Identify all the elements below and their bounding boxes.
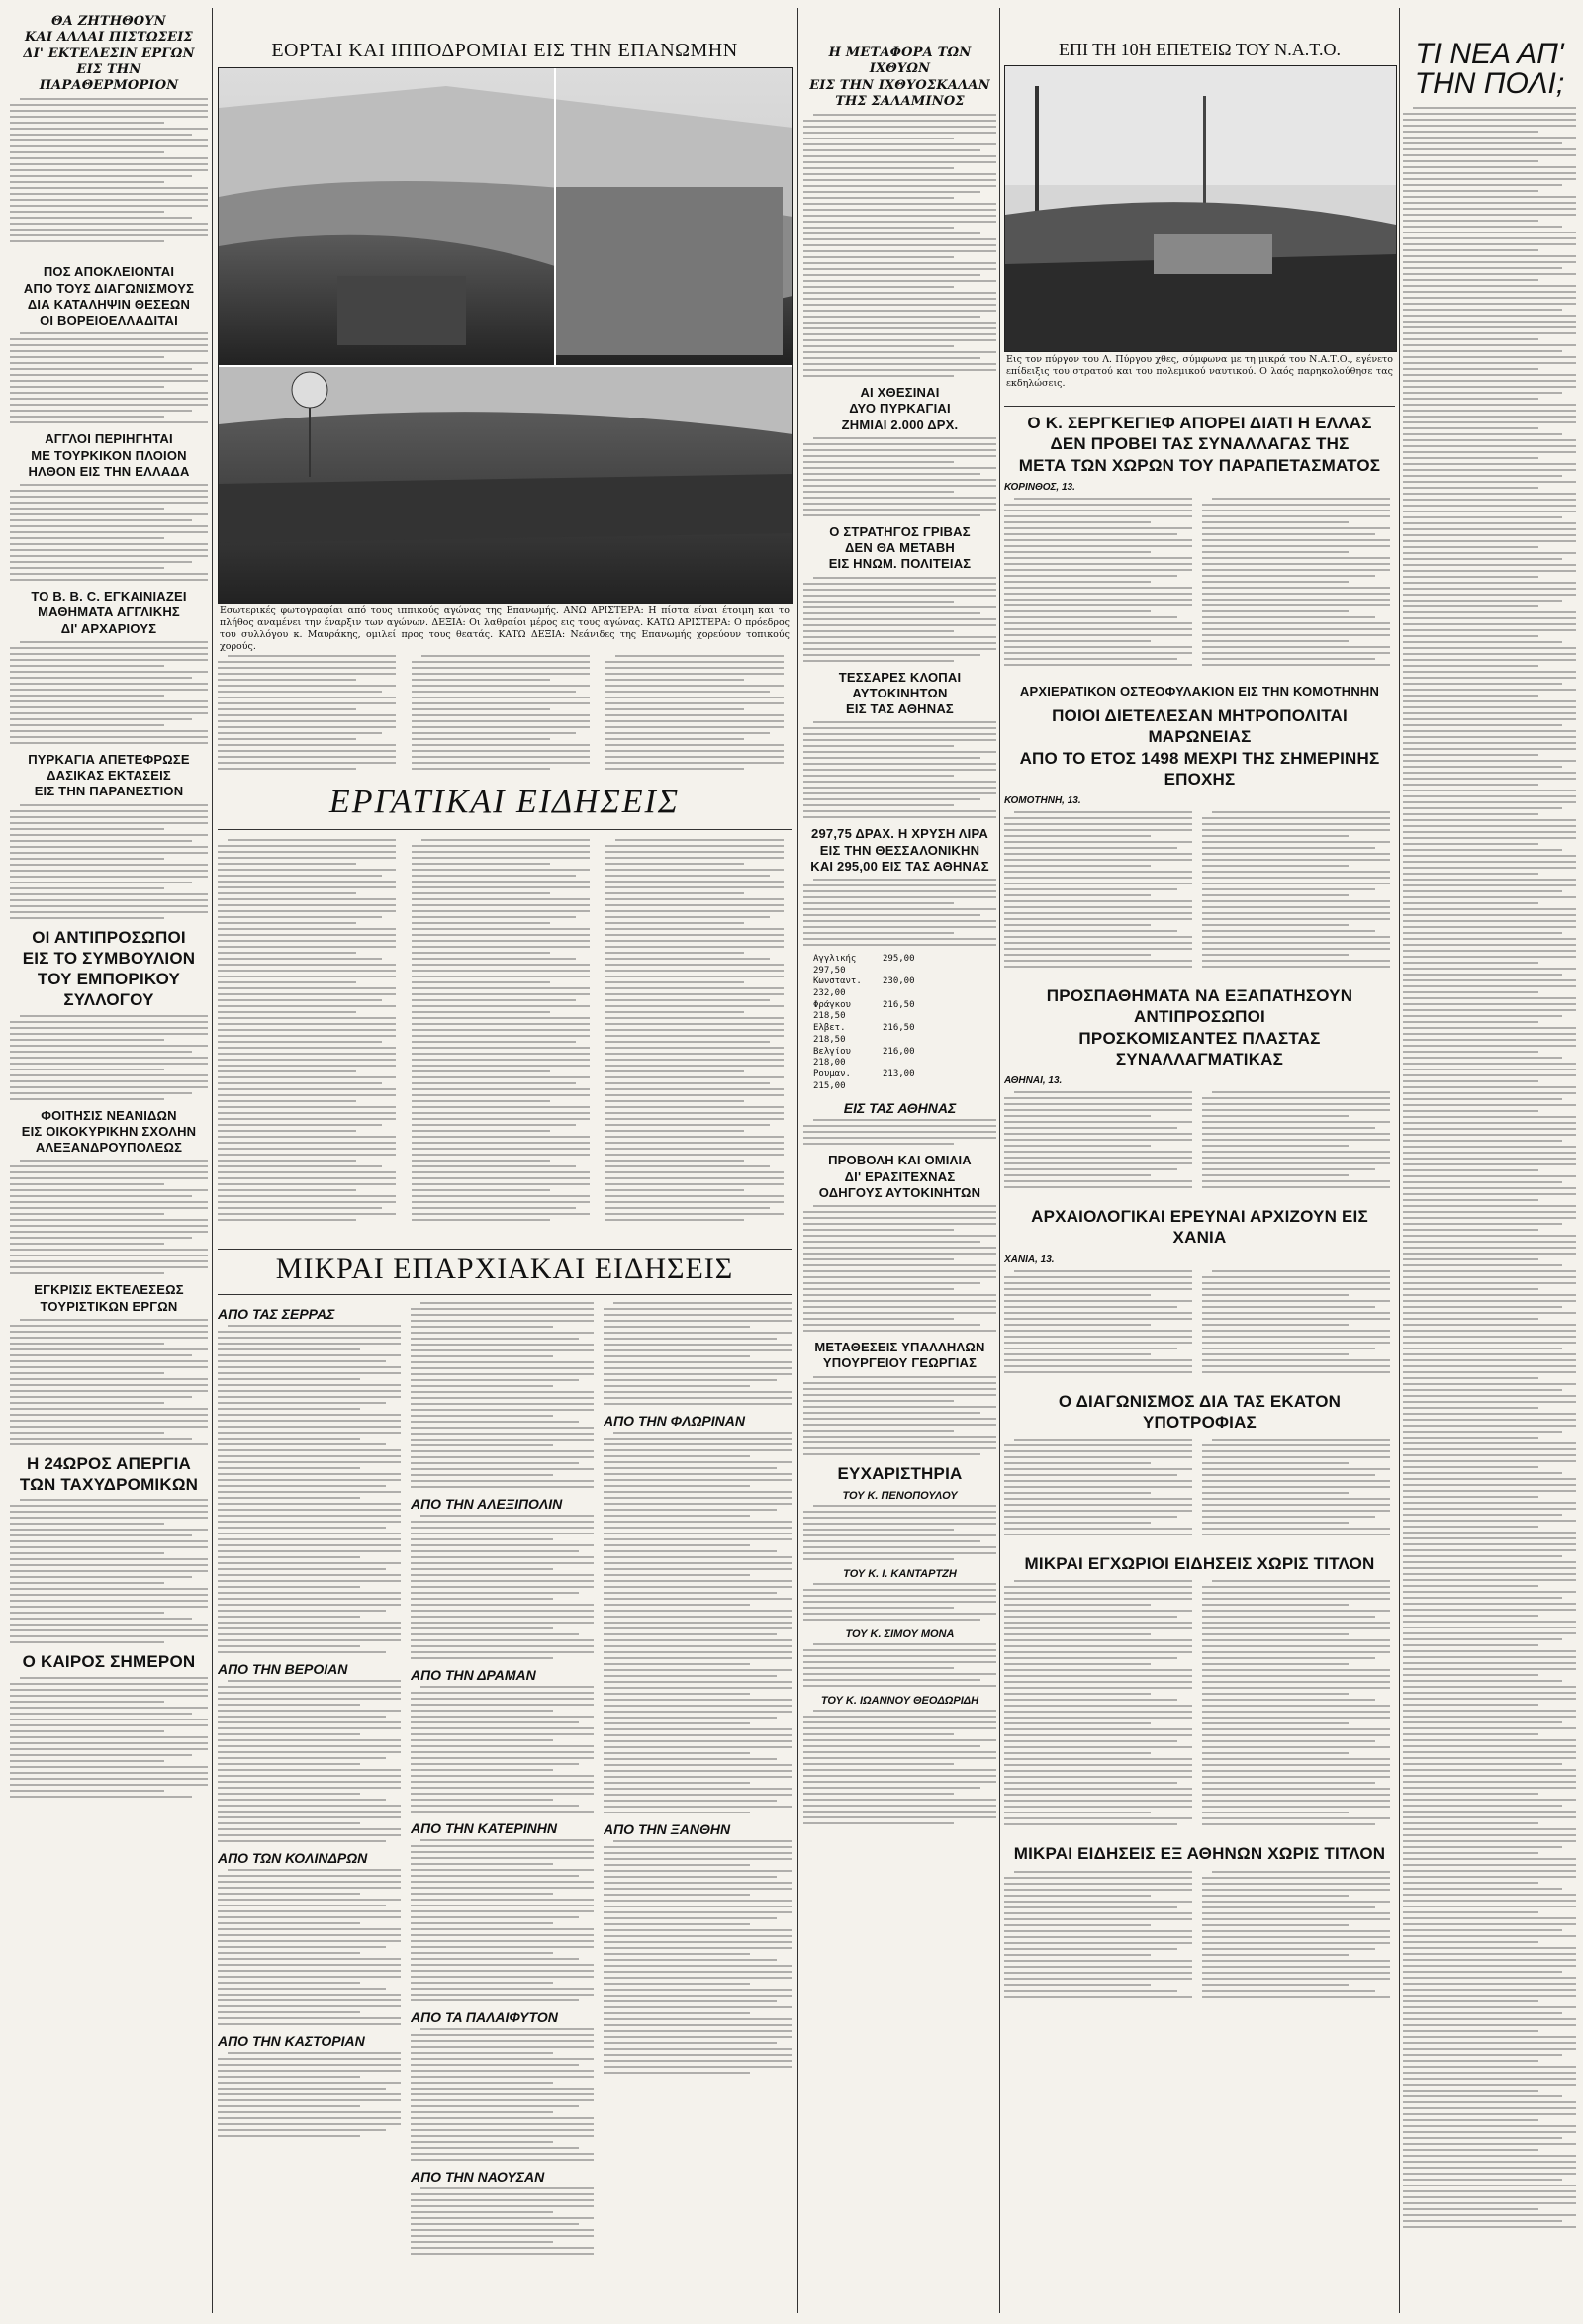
thanks-3: ΤΟΥ Κ. ΣΙΜΟΥ ΜΟΝΑ <box>845 1627 955 1640</box>
headline-egchorioi: ΜΙΚΡΑΙ ΕΓΧΩΡΙΟΙ ΕΙΔΗΣΕΙΣ ΧΩΡΙΣ ΤΙΤΛΟΝ <box>1024 1554 1375 1573</box>
price-row: Ρουμαν. 213,00215,00 <box>813 1069 915 1091</box>
headline-foitisis: ΦΟΙΤΗΣΙΣ ΝΕΑΝΙΔΩΝ ΕΙΣ ΟΙΚΟΚΥΡΙΚΗΝ ΣΧΟΛΗΝ ΑΛΕΞΑΝΔΡΟΥΠΟΛΕΩΣ <box>21 1107 197 1155</box>
headline-tourismos: ΕΓΚΡΙΣΙΣ ΕΚΤΕΛΕΣΕΩΣ ΤΟΥΡΙΣΤΙΚΩΝ ΕΡΓΩΝ <box>34 1282 184 1314</box>
workers-news-columns <box>218 837 792 1243</box>
section-katerini: ΑΠΟ ΤΗΝ ΚΑΤΕΡΙΝΗΝ <box>411 1820 557 1836</box>
headline-kairos: Ο ΚΑΙΡΟΣ ΣΗΜΕΡΟΝ <box>22 1652 196 1672</box>
feature-article-columns <box>218 653 792 772</box>
right-column <box>1403 40 1576 2315</box>
parade-photo <box>1005 66 1396 351</box>
nato-caption: Εις τον πύργον του Λ. Πύργου χθες, σύμφωνα με τη μικρά του Ν.Α.Τ.Ο., εγένετο επίδειξις του στρατού και του πολεμικού ναυτικού. Ο λαός παρηκολούθησε τας εκδηλώσεις. <box>1006 354 1393 389</box>
headline-athinai-news: ΜΙΚΡΑΙ ΕΙΔΗΣΕΙΣ ΕΞ ΑΘΗΝΩΝ ΧΩΡΙΣ ΤΙΤΛΟΝ <box>1013 1844 1386 1864</box>
section-serres: ΑΠΟ ΤΑΣ ΣΕΡΡΑΣ <box>218 1306 335 1322</box>
thanks-1: ΤΟΥ Κ. ΠΕΝΟΠΟΥΛΟΥ <box>842 1489 958 1502</box>
section-kolindros: ΑΠΟ ΤΩΝ ΚΟΛΙΝΔΡΩΝ <box>218 1850 368 1866</box>
feature-photo-montage <box>218 67 793 604</box>
section-palaifyton: ΑΠΟ ΤΑ ΠΑΛΑΙΦΥΤΟΝ <box>411 2009 558 2025</box>
provincial-col-1 <box>218 1300 401 2314</box>
section-veroia: ΑΠΟ ΤΗΝ ΒΕΡΟΙΑΝ <box>218 1661 348 1677</box>
section-florina: ΑΠΟ ΤΗΝ ΦΛΩΡΙΝΑΝ <box>604 1413 745 1429</box>
center-right-block <box>1004 406 1395 2315</box>
headline-osteofylakion: ΑΡΧΙΕΡΑΤΙΚΟΝ ΟΣΤΕΟΦΥΛΑΚΙΟΝ ΕΙΣ ΤΗΝ ΚΟΜΟΤΗΝΗΝ <box>1019 683 1380 698</box>
prices-athens-label: ΕΙΣ ΤΑΣ ΑΘΗΝΑΣ <box>843 1100 957 1117</box>
headline-apergia: Η 24ΩΡΟΣ ΑΠΕΡΓΙΑ ΤΩΝ ΤΑΧΥΔΡΟΜΙΚΩΝ <box>19 1453 199 1494</box>
headline-chrysi-lira: 297,75 ΔΡΑΧ. Η ΧΡΥΣΗ ΛΙΡΑ ΕΙΣ ΤΗΝ ΘΕΣΣΑΛΟΝΙΚΗΝ ΚΑΙ 295,00 ΕΙΣ ΤΑΣ ΑΘΗΝΑΣ <box>810 826 989 874</box>
headline-bbc: ΤΟ Β. Β. C. ΕΓΚΑΙΝΙΑΖΕΙ ΜΑΘΗΜΑΤΑ ΑΓΓΛΙΚΗΣ ΔΙ' ΑΡΧΑΡΙΟΥΣ <box>31 589 187 636</box>
price-row: Κωνσταντ. 230,00232,00 <box>813 976 915 999</box>
headline-provoli: ΠΡΟΒΟΛΗ ΚΑΙ ΟΜΙΛΙΑ ΔΙ' ΕΡΑΣΙΤΕΧΝΑΣ ΟΔΗΓΟΥΣ ΑΥΤΟΚΙΝΗΤΩΝ <box>818 1153 981 1200</box>
headline-antiprosopoi: ΟΙ ΑΝΤΙΠΡΟΣΩΠΟΙ ΕΙΣ ΤΟ ΣΥΜΒΟΥΛΙΟΝ ΤΟΥ ΕΜΠΟΡΙΚΟΥ ΣΥΛΛΟΓΟΥ <box>22 927 196 1010</box>
middle-column <box>803 40 996 2315</box>
section-naousa: ΑΠΟ ΤΗΝ ΝΑΟΥΣΑΝ <box>411 2169 545 2185</box>
horse-race-photo <box>219 68 792 603</box>
dateline-chania: ΧΑΝΙΑ, 13. <box>1004 1254 1055 1265</box>
left-column <box>10 8 208 2313</box>
headline-angloi: ΑΓΓΛΟΙ ΠΕΡΙΗΓΗΤΑΙ ΜΕ ΤΟΥΡΚΙΚΟΝ ΠΛΟΙΟΝ ΗΛΘΟΝ ΕΙΣ ΤΗΝ ΕΛΛΑΔΑ <box>28 431 190 479</box>
dateline-athinai: ΑΘΗΝΑΙ, 13. <box>1004 1075 1063 1086</box>
polis-title: ΤΙ ΝΕΑ ΑΠ' ΤΗΝ ΠΟΛΙ; <box>1414 40 1565 100</box>
headline-grivas: Ο ΣΤΡΑΤΗΓΟΣ ΓΡΙΒΑΣ ΔΕΝ ΘΑ ΜΕΤΑΒΗ ΕΙΣ ΗΝΩΜ. ΠΟΛΙΤΕΙΑΣ <box>828 523 972 572</box>
headline-klopai: ΤΕΣΣΑΡΕΣ ΚΛΟΠΑΙ ΑΥΤΟΚΙΝΗΤΩΝ ΕΙΣ ΤΑΣ ΑΘΗΝΑΣ <box>838 669 962 716</box>
section-alexipoli: ΑΠΟ ΤΗΝ ΑΛΕΞΙΠΟΛΙΝ <box>411 1496 563 1512</box>
gold-price-table <box>813 954 996 1092</box>
price-row: Ελβετ. 216,50218,50 <box>813 1023 915 1045</box>
provincial-col-3 <box>604 1300 792 2314</box>
headline-pyrkagiai: ΑΙ ΧΘΕΣΙΝΑΙ ΔΥΟ ΠΥΡΚΑΓΙΑΙ ΖΗΜΙΑΙ 2.000 ΔΡΧ. <box>841 385 959 432</box>
feature-caption: Εσωτερικές φωτογραφίαι από τους ιππικούς αγώνας της Επανωμής. ΑΝΩ ΑΡΙΣΤΕΡΑ: Η πίστα είναι έτοιμη και το πλήθος αναμένει την έναρξιν των αγώνων. ΔΕΞΙΑ: Οι λαθραίοι μέρος εις τους αγώνας. ΚΑΤΩ ΑΡΙΣΤΕΡΑ: Ο πρόεδρος του συλλόγου κ. Μαυράκης, ομιλεί προς τους θεατάς. ΚΑΤΩ ΔΕΞΙΑ: Νεάνιδες της Επανωμής χορεύουν τοπικούς χορούς. <box>220 605 790 652</box>
headline-exapatisi: ΠΡΟΣΠΑΘΗΜΑΤΑ ΝΑ ΕΞΑΠΑΤΗΣΟΥΝ ΑΝΤΙΠΡΟΣΩΠΟΙ ΠΡΟΣΚΟΜΙΣΑΝΤΕΣ ΠΛΑΣΤΑΣ ΣΥΝΑΛΛΑΓΜΑΤΙΚΑΣ <box>1046 986 1353 1069</box>
headline-archaiologikai: ΑΡΧΑΙΟΛΟΓΙΚΑΙ ΕΡΕΥΝΑΙ ΑΡΧΙΖΟΥΝ ΕΙΣ ΧΑΝΙΑ <box>1031 1207 1368 1248</box>
dateline-korinthos: ΚΟΡΙΝΘΟΣ, 13. <box>1004 481 1075 493</box>
thanks-2: ΤΟΥ Κ. Ι. ΚΑΝΤΑΡΤΖΗ <box>843 1567 957 1580</box>
headline-sergkegief: Ο Κ. ΣΕΡΓΚΕΓΙΕΦ ΑΠΟΡΕΙ ΔΙΑΤΙ Η ΕΛΛΑΣ ΔΕΝ ΠΡΟΒΕΙ ΤΑΣ ΣΥΝΑΛΛΑΓΑΣ ΤΗΣ ΜΕΤΑ ΤΩΝ ΧΩΡΩΝ ΤΟΥ ΠΑΡΑΠΕΤΑΣΜΑΤΟΣ <box>1018 414 1381 475</box>
price-row: Φράγκου 216,50218,50 <box>813 999 915 1022</box>
headline-ypotrofies: Ο ΔΙΑΓΩΝΙΣΜΟΣ ΔΙΑ ΤΑΣ ΕΚΑΤΟΝ ΥΠΟΤΡΟΦΙΑΣ <box>1058 1391 1342 1432</box>
dateline-komotini: ΚΟΜΟΤΗΝΗ, 13. <box>1004 795 1081 806</box>
headline-ichthyes: Η ΜΕΤΑΦΟΡΑ ΤΩΝ ΙΧΘΥΩΝ ΕΙΣ ΤΗΝ ΙΧΘΥΟΣΚΑΛΑΝ ΤΗΣ ΣΑΛΑΜΙΝΟΣ <box>809 46 990 109</box>
workers-news-title: ΕΡΓΑΤΙΚΑΙ ΕΙΔΗΣΕΙΣ <box>328 784 681 820</box>
feature-title: ΕΟΡΤΑΙ ΚΑΙ ΙΠΠΟΔΡΟΜΙΑΙ ΕΙΣ ΤΗΝ ΕΠΑΝΩΜΗΝ <box>271 40 738 61</box>
thanks-4: ΤΟΥ Κ. ΙΩΑΝΝΟΥ ΘΕΟΔΩΡΙΔΗ <box>820 1694 979 1707</box>
price-row: Βελγίου 216,00218,00 <box>813 1046 915 1069</box>
section-drama: ΑΠΟ ΤΗΝ ΔΡΑΜΑΝ <box>411 1667 536 1683</box>
provincial-col-2 <box>411 1300 594 2314</box>
headline-mitropolitai: ΠΟΙΟΙ ΔΙΕΤΕΛΕΣΑΝ ΜΗΤΡΟΠΟΛΙΤΑΙ ΜΑΡΩΝΕΙΑΣ ΑΠΟ ΤΟ ΕΤΟΣ 1498 ΜΕΧΡΙ ΤΗΣ ΣΗΜΕΡΙΝΗΣ ΕΠΟΧΗΣ <box>1019 706 1380 789</box>
nato-title: ΕΠΙ ΤΗ 10Η ΕΠΕΤΕΙΩ ΤΟΥ Ν.Α.Τ.Ο. <box>1059 40 1341 59</box>
headline-diagonismoi: ΠΟΣ ΑΠΟΚΛΕΙΟΝΤΑΙ ΑΠΟ ΤΟΥΣ ΔΙΑΓΩΝΙΣΜΟΥΣ ΔΙΑ ΚΑΤΑΛΗΨΙΝ ΘΕΣΕΩΝ ΟΙ ΒΟΡΕΙΟΕΛΛΑΔΙΤΑΙ <box>23 264 195 327</box>
headline-pyrkagia: ΠΥΡΚΑΓΙΑ ΑΠΕΤΕΦΡΩΣΕ ΔΑΣΙΚΑΣ ΕΚΤΑΣΕΙΣ ΕΙΣ ΤΗΝ ΠΑΡΑΝΕΣΤΙΟΝ <box>28 751 190 799</box>
nato-photo <box>1004 65 1397 352</box>
provincial-news-title: ΜΙΚΡΑΙ ΕΠΑΡΧΙΑΚΑΙ ΕΙΔΗΣΕΙΣ <box>275 1253 734 1285</box>
headline-eucharistiria: ΕΥΧΑΡΙΣΤΗΡΙΑ <box>837 1463 963 1483</box>
headline-pistoseis: ΘΑ ΖΗΤΗΘΟΥΝ ΚΑΙ ΑΛΛΑΙ ΠΙΣΤΩΣΕΙΣ ΔΙ' ΕΚΤΕΛΕΣΙΝ ΕΡΓΩΝ ΕΙΣ ΤΗΝ ΠΑΡΑΘΕΡΜΟΡΙΟΝ <box>23 14 195 93</box>
section-xanthi: ΑΠΟ ΤΗΝ ΞΑΝΘΗΝ <box>604 1821 731 1837</box>
headline-metatheseis: ΜΕΤΑΘΕΣΕΙΣ ΥΠΑΛΛΗΛΩΝ ΥΠΟΥΡΓΕΙΟΥ ΓΕΩΡΓΙΑΣ <box>814 1340 985 1371</box>
section-kastoria: ΑΠΟ ΤΗΝ ΚΑΣΤΟΡΙΑΝ <box>218 2033 365 2049</box>
price-row: Αγγλικής 295,00297,50 <box>813 954 915 976</box>
